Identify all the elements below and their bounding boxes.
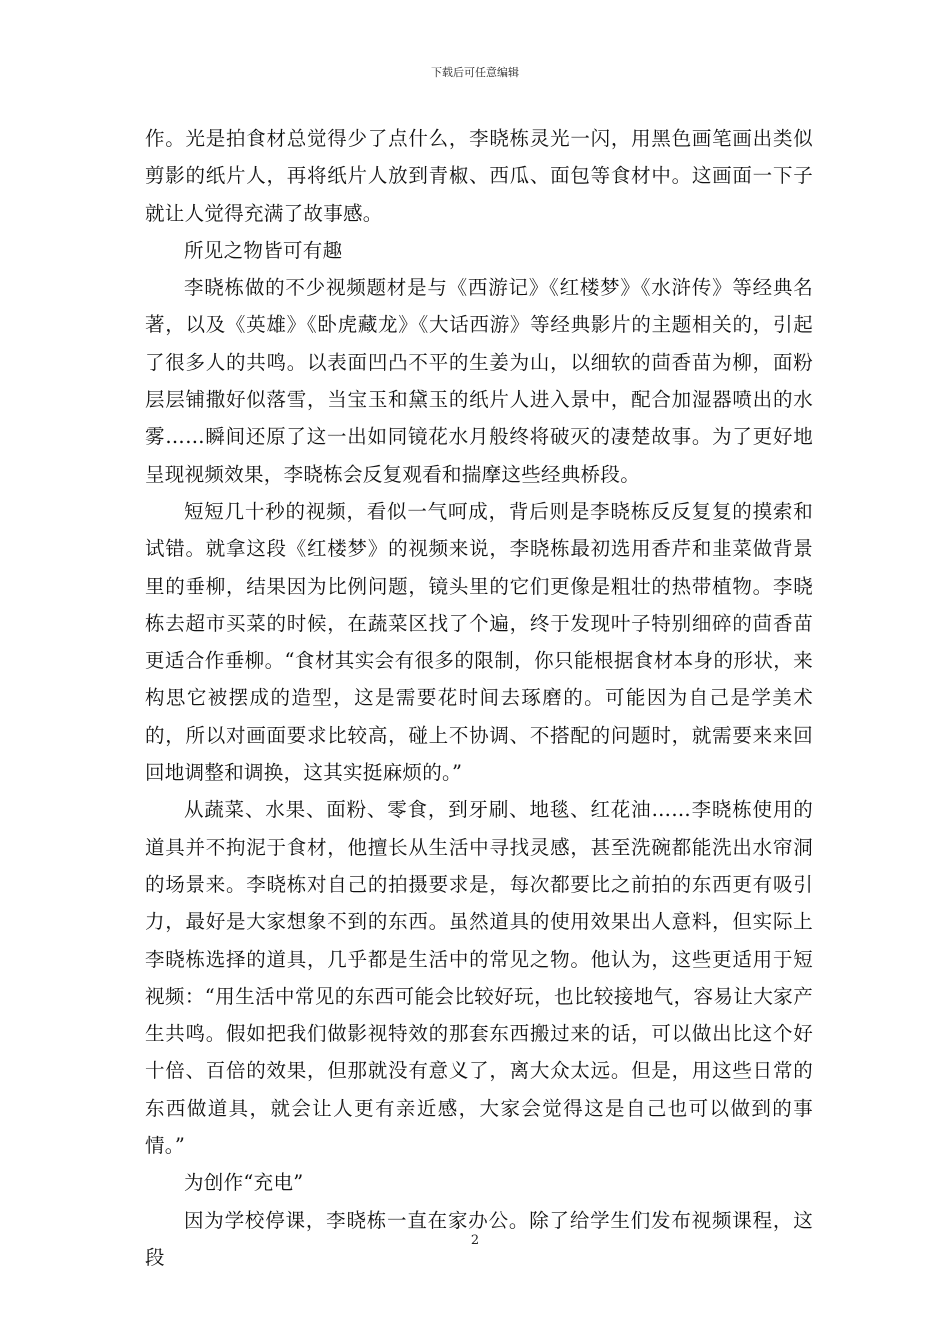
page-header: 下载后可任意编辑 (431, 66, 519, 79)
paragraph-continuation: 作。光是拍食材总觉得少了点什么，李晓栋灵光一闪，用黑色画笔画出类似剪影的纸片人，再将纸片人放到青椒、西瓜、面包等食材中。这画面一下子就让人觉得充满了故事感。 (145, 127, 813, 225)
paragraph-everyday-props: 从蔬菜、水果、面粉、零食，到牙刷、地毯、红花油……李晓栋使用的道具并不拘泥于食材，他擅长从生活中寻找灵感，甚至洗碗都能洗出水帘洞的场景来。李晓栋对自己的拍摄要求是，每次都要比之前拍的东西更有吸引力，最好是大家想象不到的东西。虽然道具的使用效果出人意料，但实际上李晓栋选择的道具，几乎都是生活中的常见之物。他认为，这些更适用于短视频：“用生活中常见的东西可能会比较好玩，也比较接地气，容易让大家产生共鸣。假如把我们做影视特效的那套东西搬过来的话，可以做出比这个好十倍、百倍的效果，但那就没有意义了，离大众太远。但是，用这些日常的东西做道具，就会让人更有亲近感，大家会觉得这是自己也可以做到的事情。” (145, 798, 813, 1158)
section-heading-interesting-objects: 所见之物皆可有趣 (184, 238, 343, 262)
paragraph-classic-themes: 李晓栋做的不少视频题材是与《西游记》《红楼梦》《水浒传》等经典名著，以及《英雄》《卧虎藏龙》《大话西游》等经典影片的主题相关的，引起了很多人的共鸣。以表面凹凸不平的生姜为山，以细软的茴香苗为柳，面粉层层铺撒好似落雪，当宝玉和黛玉的纸片人进入景中，配合加湿器喷出的水雾……瞬间还原了这一出如同镜花水月般终将破灭的凄楚故事。为了更好地呈现视频效果，李晓栋会反复观看和揣摩这些经典桥段。 (145, 276, 813, 486)
section-heading-recharge: 为创作“充电” (184, 1171, 304, 1195)
paragraph-trial-and-error: 短短几十秒的视频，看似一气呵成，背后则是李晓栋反反复复的摸索和试错。就拿这段《红楼梦》的视频来说，李晓栋最初选用香芹和韭菜做背景里的垂柳，结果因为比例问题，镜头里的它们更像是粗壮的热带植物。李晓栋去超市买菜的时候，在蔬菜区找了个遍，终于发现叶子特别细碎的茴香苗更适合作垂柳。“食材其实会有很多的限制，你只能根据食材本身的形状，来构思它被摆成的造型，这是需要花时间去琢磨的。可能因为自己是学美术的，所以对画面要求比较高，碰上不协调、不搭配的问题时，就需要来来回回地调整和调换，这其实挺麻烦的。” (145, 499, 813, 785)
page-number: 2 (470, 1233, 480, 1248)
paragraph-working-from-home: 因为学校停课，李晓栋一直在家办公。除了给学生们发布视频课程，这段 (145, 1208, 813, 1269)
document-body (145, 120, 813, 1276)
